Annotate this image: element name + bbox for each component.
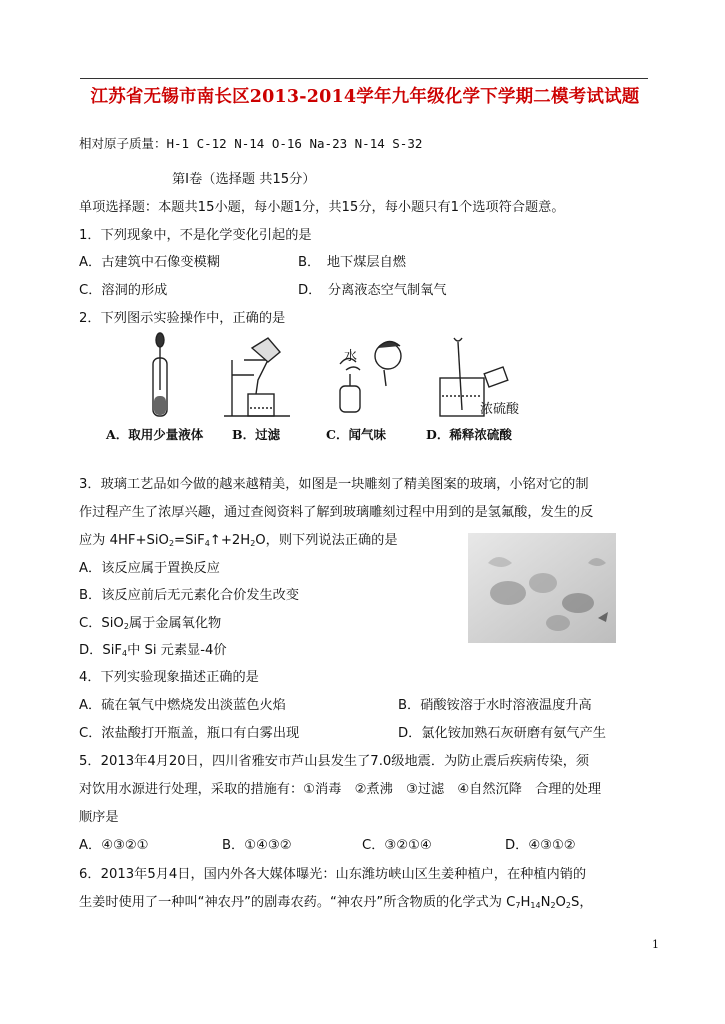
filtration-illustration <box>224 338 290 416</box>
acid-label: 浓硫酸 <box>480 402 520 417</box>
q3-option-a: A．该反应属于置换反应 <box>79 561 220 576</box>
instructions: 单项选择题：本题共15小题，每小题1分，共15分，每小题只有1个选项符合题意。 <box>79 200 565 215</box>
q5-line-1: 5．2013年4月20日，四川省雅安市芦山县发生了7.0级地震．为防止震后疾病传染，须 <box>79 754 590 769</box>
q2-label-c: C．闻气味 <box>326 427 386 442</box>
q4-option-c: C．浓盐酸打开瓶盖，瓶口有白雾出现 <box>79 726 300 741</box>
q6-line-2: 生姜时使用了一种叫“神农丹”的剧毒农药。“神农丹”所含物质的化学式为 $C_7H_{14}N_2O_2S$， <box>79 895 593 910</box>
dropper-tube-illustration <box>153 333 167 416</box>
page-number: 1 <box>652 938 659 951</box>
q4-option-d: D．氯化铵加熟石灰研磨有氨气产生 <box>398 726 606 741</box>
q4-option-b: B．硝酸铵溶于水时溶液温度升高 <box>398 698 592 713</box>
water-label: 水 <box>344 349 358 364</box>
document-title: 江苏省无锡市南长区2013-2014学年九年级化学下学期二模考试试题 <box>90 87 640 107</box>
q1-option-b: B． 地下煤层自燃 <box>298 255 406 270</box>
engraved-glass-image <box>468 533 616 643</box>
q5-option-d: D．④③①② <box>505 838 576 853</box>
q3-option-c: C．SiO$_2$属于金属氧化物 <box>79 616 222 631</box>
q3-line-1: 3．玻璃工艺品如今做的越来越精美，如图是一块雕刻了精美图案的玻璃，小铭对它的制 <box>79 477 589 492</box>
atomic-masses: 相对原子质量：H-1 C-12 N-14 O-16 Na-23 N-14 S-32 <box>79 136 423 151</box>
q1-option-a: A．古建筑中石像变模糊 <box>79 255 220 270</box>
q5-option-b: B．①④③② <box>222 838 292 853</box>
section-heading: 第Ⅰ卷（选择题 共15分） <box>172 172 316 187</box>
q5-option-c: C．③②①④ <box>362 838 432 853</box>
q4-option-a: A．硫在氧气中燃烧发出淡蓝色火焰 <box>79 698 286 713</box>
q5-line-3: 顺序是 <box>79 810 119 825</box>
q3-option-b: B．该反应前后无元素化合价发生改变 <box>79 588 300 603</box>
q3-option-d: D．SiF$_4$中 Si 元素显-4价 <box>79 643 227 658</box>
q2-label-a: A．取用少量液体 <box>106 427 204 442</box>
q4-stem: 4．下列实验现象描述正确的是 <box>79 670 259 685</box>
header-rule <box>80 78 648 79</box>
q1-stem: 1．下列现象中，不是化学变化引起的是 <box>79 228 312 243</box>
q1-option-d: D． 分离液态空气制氧气 <box>298 283 447 298</box>
q2-label-d: D．稀释浓硫酸 <box>426 427 512 442</box>
q5-line-2: 对饮用水源进行处理，采取的措施有：①消毒 ②煮沸 ③过滤 ④自然沉降 合理的处理 <box>79 782 602 797</box>
q3-line-2: 作过程产生了浓厚兴趣，通过查阅资料了解到玻璃雕刻过程中用到的是氢氟酸，发生的反 <box>79 505 594 520</box>
q3-line-3: 应为 $4HF+SiO_2=SiF_4↑+2H_2O$，则下列说法正确的是 <box>79 533 398 548</box>
q6-line-1: 6．2013年5月4日，国内外各大媒体曝光：山东潍坊峡山区生姜种植户，在种植内销的 <box>79 867 587 882</box>
q1-option-c: C．溶洞的形成 <box>79 283 168 298</box>
q5-option-a: A．④③②① <box>79 838 149 853</box>
q2-stem: 2．下列图示实验操作中，正确的是 <box>79 311 286 326</box>
q2-label-b: B．过滤 <box>232 427 281 442</box>
